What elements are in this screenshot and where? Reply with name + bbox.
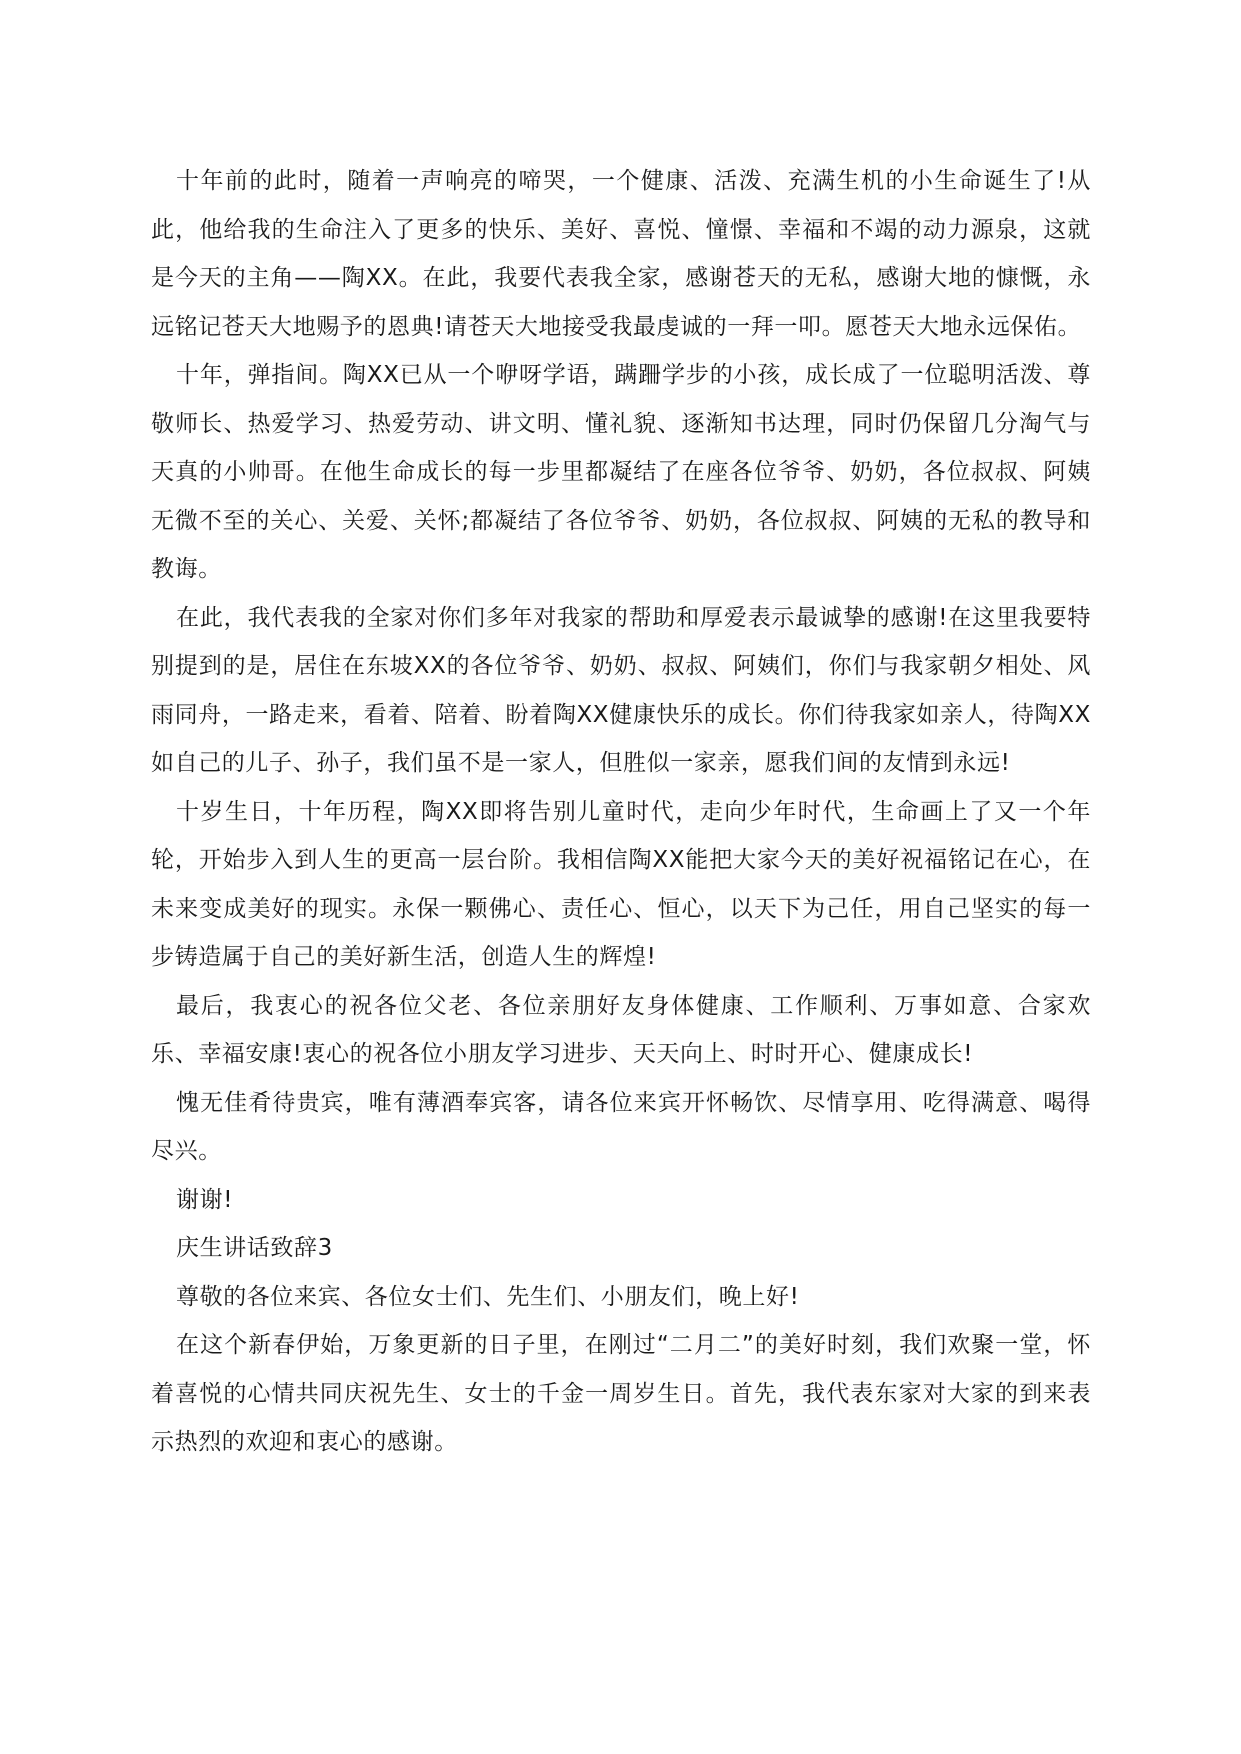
paragraph-3: 在此，我代表我的全家对你们多年对我家的帮助和厚爱表示最诚挚的感谢!在这里我要特别提到的是，居住在东坡XX的各位爷爷、奶奶、叔叔、阿姨们，你们与我家朝夕相处、风雨同舟，一路走来，看着、陪着、盼着陶XX健康快乐的成长。你们待我家如亲人，待陶XX如自己的儿子、孙子，我们虽不是一家人，但胜似一家亲，愿我们间的友情到永远! xyxy=(151,604,1091,776)
paragraph-6: 愧无佳肴待贵宾，唯有薄酒奉宾客，请各位来宾开怀畅饮、尽情享用、吃得满意、喝得尽兴。 xyxy=(151,1089,1091,1164)
paragraph-2: 十年，弹指间。陶XX已从一个咿呀学语，蹒跚学步的小孩，成长成了一位聪明活泼、尊敬师长、热爱学习、热爱劳动、讲文明、懂礼貌、逐渐知书达理，同时仍保留几分淘气与天真的小帅哥。在他生命成长的每一步里都凝结了在座各位爷爷、奶奶，各位叔叔、阿姨无微不至的关心、关爱、关怀;都凝结了各位爷爷、奶奶，各位叔叔、阿姨的无私的教导和教诲。 xyxy=(151,362,1091,582)
paragraph-9: 尊敬的各位来宾、各位女士们、先生们、小朋友们，晚上好! xyxy=(176,1283,800,1310)
paragraph-4: 十岁生日，十年历程，陶XX即将告别儿童时代，走向少年时代，生命画上了又一个年轮，开始步入到人生的更高一层台阶。我相信陶XX能把大家今天的美好祝福铭记在心，在未来变成美好的现实。永保一颗佛心、责任心、恒心，以天下为己任，用自己坚实的每一步铸造属于自己的美好新生活，创造人生的辉煌! xyxy=(151,798,1091,970)
paragraph-10: 在这个新春伊始，万象更新的日子里，在刚过“二月二”的美好时刻，我们欢聚一堂，怀着喜悦的心情共同庆祝先生、女士的千金一周岁生日。首先，我代表东家对大家的到来表示热烈的欢迎和衷心的感谢。 xyxy=(151,1332,1091,1455)
paragraph-7: 谢谢! xyxy=(176,1186,234,1213)
document-body xyxy=(151,157,1091,1467)
paragraph-5: 最后，我衷心的祝各位父老、各位亲朋好友身体健康、工作顺利、万事如意、合家欢乐、幸福安康!衷心的祝各位小朋友学习进步、天天向上、时时开心、健康成长! xyxy=(151,992,1091,1067)
paragraph-1: 十年前的此时，随着一声响亮的啼哭，一个健康、活泼、充满生机的小生命诞生了!从此，他给我的生命注入了更多的快乐、美好、喜悦、憧憬、幸福和不竭的动力源泉，这就是今天的主角——陶XX。在此，我要代表我全家，感谢苍天的无私，感谢大地的慷慨，永远铭记苍天大地赐予的恩典!请苍天大地接受我最虔诚的一拜一叩。愿苍天大地永远保佑。 xyxy=(151,168,1091,340)
section-heading: 庆生讲话致辞3 xyxy=(176,1235,333,1261)
